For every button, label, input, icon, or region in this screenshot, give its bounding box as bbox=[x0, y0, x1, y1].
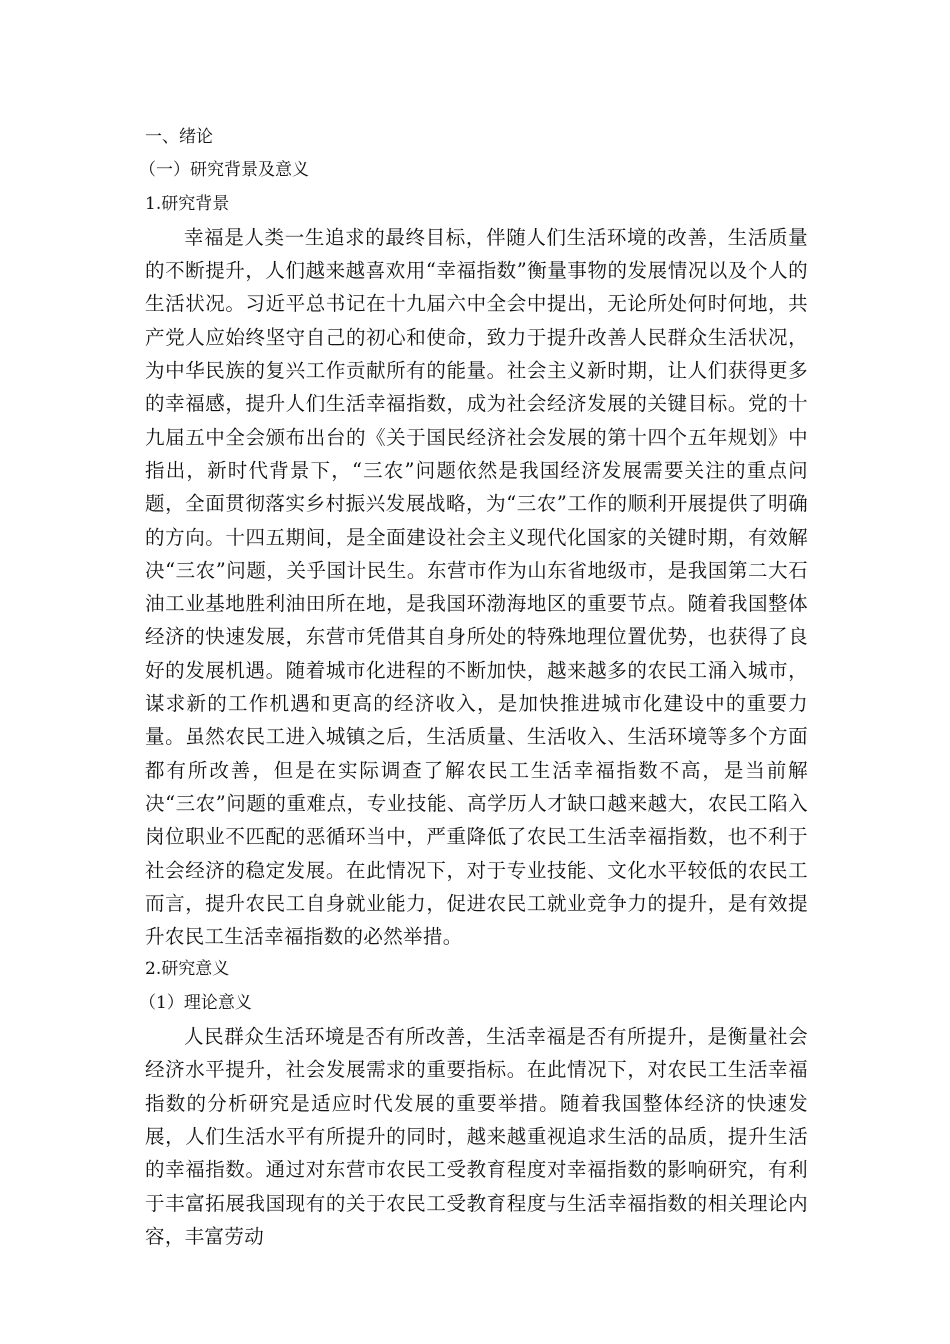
subsection-heading-background: 1.研究背景 bbox=[145, 193, 230, 214]
subsection-heading-significance: 2.研究意义 bbox=[145, 959, 230, 980]
section-heading: （一）研究背景及意义 bbox=[139, 160, 309, 181]
paragraph-theoretical-significance: 人民群众生活环境是否有所改善，生活幸福是否有所提升，是衡量社会经济水平提升，社会发展需求的重要指标。在此情况下，对农民工生活幸福指数的分析研究是适应时代发展的重要举措。随着我国整体经济的快速发展，人们生活水平有所提升的同时，越来越重视追求生活的品质，提升生活的幸福指数。通过对东营市农民工受教育程度对幸福指数的影响研究，有利于丰富拓展我国现有的关于农民工受教育程度与生活幸福指数的相关理论内容，丰富劳动 bbox=[145, 1025, 808, 1248]
document-body bbox=[139, 121, 808, 1253]
chapter-heading: 一、绪论 bbox=[145, 127, 213, 147]
subsubsection-heading-theory: （1）理论意义 bbox=[139, 992, 252, 1013]
paragraph-research-background: 幸福是人类一生追求的最终目标，伴随人们生活环境的改善，生活质量的不断提升，人们越来越喜欢用“幸福指数”衡量事物的发展情况以及个人的生活状况。习近平总书记在十九届六中全会中提出，无论所处何时何地，共产党人应始终坚守自己的初心和使命，致力于提升改善人民群众生活状况，为中华民族的复兴工作贡献所有的能量。社会主义新时期，让人们获得更多的幸福感，提升人们生活幸福指数，成为社会经济发展的关键目标。党的十九届五中全会颁布出台的《关于国民经济社会发展的第十四个五年规划》中指出，新时代背景下，“三农”问题依然是我国经济发展需要关注的重点问题，全面贯彻落实乡村振兴发展战略，为“三农”工作的顺利开展提供了明确的方向。十四五期间，是全面建设社会主义现代化国家的关键时期，有效解决“三农”问题，关乎国计民生。东营市作为山东省地级市，是我国第二大石油工业基地胜利油田所在地，是我国环渤海地区的重要节点。随着我国整体经济的快速发展，东营市凭借其自身所处的特殊地理位置优势，也获得了良好的发展机遇。随着城市化进程的不断加快，越来越多的农民工涌入城市，谋求新的工作机遇和更高的经济收入，是加快推进城市化建设中的重要力量。虽然农民工进入城镇之后，生活质量、生活收入、生活环境等多个方面都有所改善，但是在实际调查了解农民工生活幸福指数不高，是当前解决“三农”问题的重难点，专业技能、高学历人才缺口越来越大，农民工陷入岗位职业不匹配的恶循环当中，严重降低了农民工生活幸福指数，也不利于社会经济的稳定发展。在此情况下，对于专业技能、文化水平较低的农民工而言，提升农民工自身就业能力，促进农民工就业竞争力的提升，是有效提升农民工生活幸福指数的必然举措。 bbox=[145, 225, 808, 949]
